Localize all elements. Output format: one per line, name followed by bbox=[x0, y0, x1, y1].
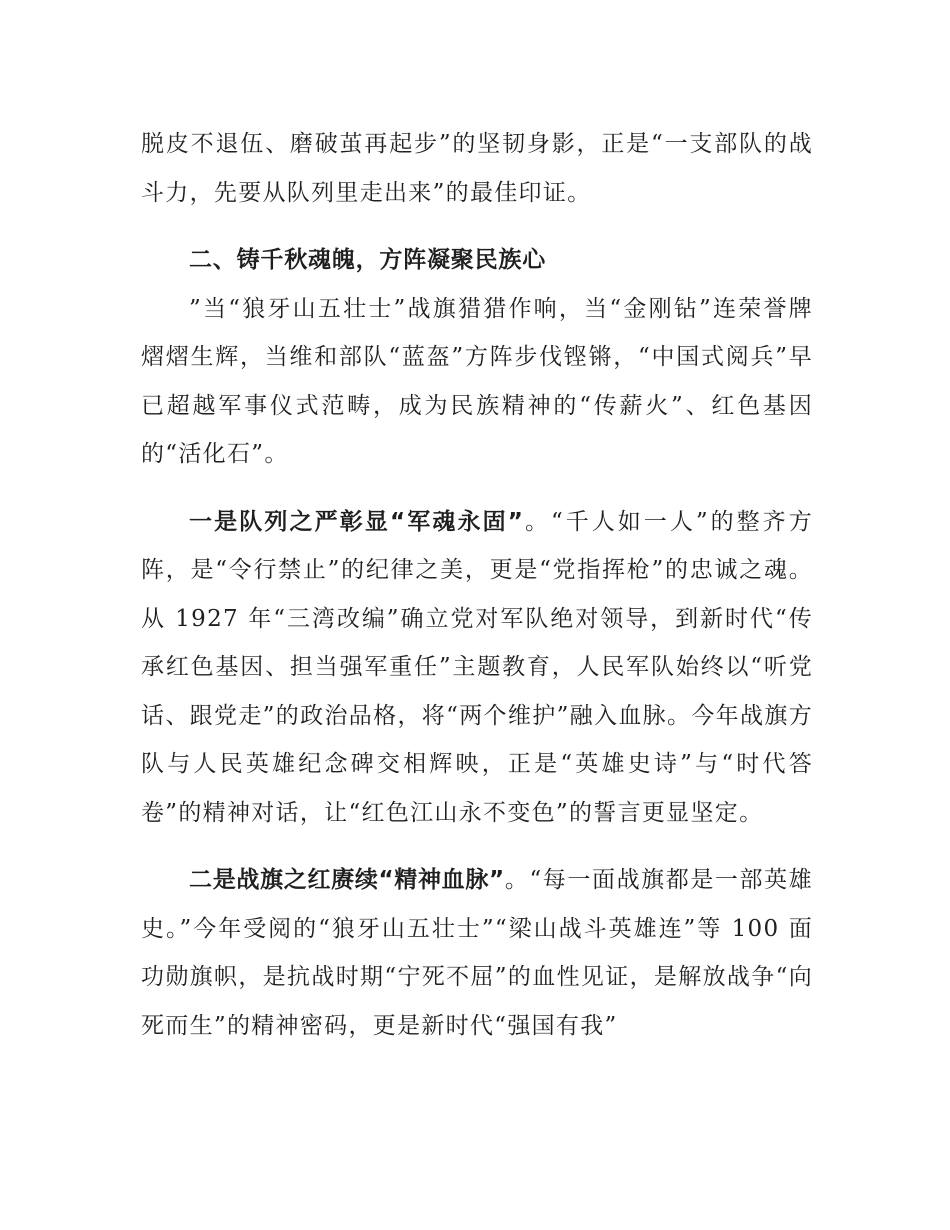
document-page bbox=[141, 120, 813, 1050]
section-heading: 二、铸千秋魂魄，方阵凝聚民族心 bbox=[189, 247, 546, 273]
point-one-body: 。“千人如一人”的整齐方阵，是“令行禁止”的纪律之美，更是“党指挥枪”的忠诚之魂。从 1927 年“三湾改编”确立党对军队绝对领导，到新时代“传承红色基因、担当强军重任”主题教育，人民军队始终以“听党话、跟党走”的政治品格，将“两个维护”融入血脉。今年战旗方队与人民英雄纪念碑交相辉映，正是“英雄史诗”与“时代答卷”的精神对话，让“红色江山永不变色”的誓言更显坚定。 bbox=[141, 508, 813, 826]
point-one-paragraph bbox=[141, 498, 813, 838]
point-two-paragraph bbox=[141, 856, 813, 1050]
point-two-body: 。“每一面战旗都是一部英雄史。”今年受阅的“狼牙山五壮士”“梁山战斗英雄连”等 100 面功勋旗帜，是抗战时期“宁死不屈”的血性见证，是解放战争“向死而生”的精神密码，更是新时代“强国有我” bbox=[141, 867, 813, 1039]
point-one-lead: 一是队列之严彰显“军魂永固” bbox=[189, 508, 524, 535]
continued-paragraph: 脱皮不退伍、磨破茧再起步”的坚韧身影，正是“一支部队的战斗力，先要从队列里走出来”的最佳印证。 bbox=[141, 131, 813, 206]
intro-paragraph: ”当“狼牙山五壮士”战旗猎猎作响，当“金刚钻”连荣誉牌熠熠生辉，当维和部队“蓝盔”方阵步伐铿锵，“中国式阅兵”早已超越军事仪式范畴，成为民族精神的“传薪火”、红色基因的“活化石”。 bbox=[141, 295, 813, 467]
point-two-lead: 二是战旗之红赓续“精神血脉” bbox=[189, 867, 505, 893]
